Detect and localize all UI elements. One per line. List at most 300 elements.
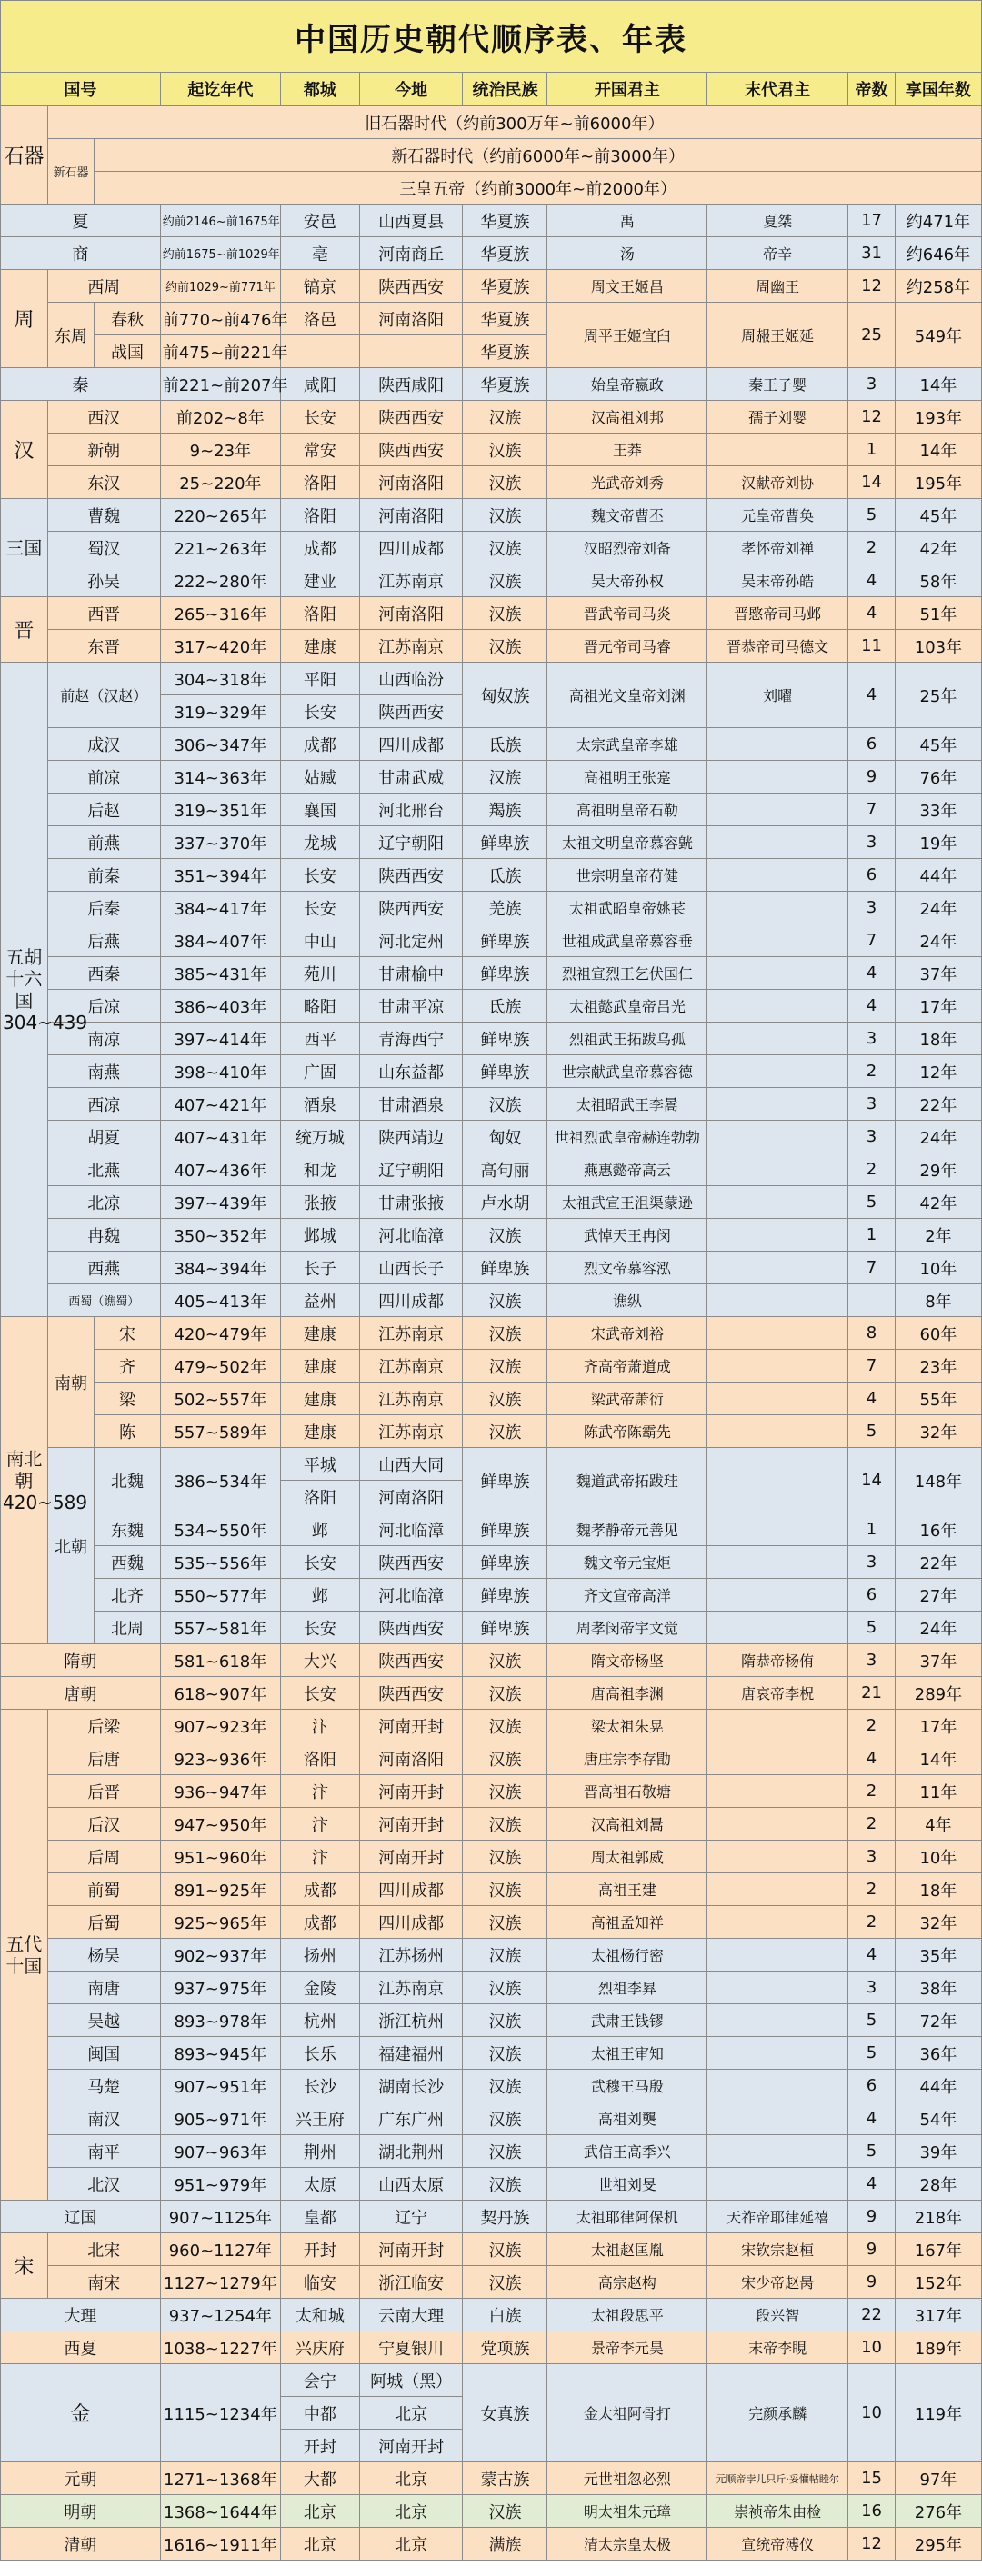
- table-cell: 河南开封: [359, 1710, 463, 1742]
- table-cell: 535~556年: [160, 1546, 280, 1579]
- table-cell: [707, 1023, 848, 1055]
- table-cell: 约前2146~前1675年: [160, 205, 280, 237]
- table-cell: 陕西西安: [359, 695, 463, 728]
- table-cell: 宣统帝溥仪: [707, 2528, 848, 2561]
- table-cell: 匈奴: [463, 1121, 547, 1153]
- table-row: [1, 1350, 982, 1383]
- table-cell: 72年: [895, 2004, 981, 2037]
- dynasty-name: 南唐: [47, 1972, 160, 2004]
- table-cell: [707, 924, 848, 957]
- table-cell: 4: [848, 2102, 896, 2135]
- table-row: [1, 597, 982, 630]
- table-cell: 汉族: [463, 1383, 547, 1415]
- table-cell: 太祖懿武皇帝吕光: [547, 990, 707, 1023]
- table-cell: 32年: [895, 1415, 981, 1448]
- table-row: [1, 205, 982, 237]
- table-cell: 汉族: [463, 564, 547, 597]
- table-row: [1, 2168, 982, 2201]
- table-cell: 407~436年: [160, 1153, 280, 1186]
- table-cell: 江苏南京: [359, 1415, 463, 1448]
- table-cell: 江苏扬州: [359, 1939, 463, 1972]
- table-row: [1, 1153, 982, 1186]
- table-cell: 汉族: [463, 401, 547, 434]
- table-cell: 11: [848, 630, 896, 663]
- table-cell: 10年: [895, 1252, 981, 1284]
- table-cell: 安邑: [281, 205, 360, 237]
- table-row: [1, 1186, 982, 1219]
- table-cell: 河北邢台: [359, 794, 463, 826]
- table-cell: 成都: [281, 1873, 360, 1906]
- table-cell: 甘肃平凉: [359, 990, 463, 1023]
- table-cell: 893~945年: [160, 2037, 280, 2070]
- table-cell: 17: [848, 205, 896, 237]
- table-cell: [707, 1055, 848, 1088]
- table-cell: 周文王姬昌: [547, 270, 707, 303]
- table-cell: 四川成都: [359, 728, 463, 761]
- table-cell: 汉族: [463, 1808, 547, 1841]
- table-row: [1, 663, 982, 695]
- table-cell: 10: [848, 2331, 896, 2364]
- table-row: [1, 826, 982, 859]
- table-cell: 2: [848, 1710, 896, 1742]
- table-cell: 临安: [281, 2266, 360, 2299]
- table-cell: 汉族: [463, 2233, 547, 2266]
- table-cell: 9: [848, 2233, 896, 2266]
- table-cell: 407~431年: [160, 1121, 280, 1153]
- table-row: [1, 2462, 982, 2495]
- table-cell: 9: [848, 761, 896, 794]
- table-cell: 陕西西安: [359, 1612, 463, 1644]
- table-cell: [707, 1546, 848, 1579]
- table-cell: 长沙: [281, 2070, 360, 2102]
- table-cell: 前770~前476年: [160, 303, 280, 335]
- table-cell: 384~407年: [160, 924, 280, 957]
- table-cell: 和龙: [281, 1153, 360, 1186]
- table-cell: 76年: [895, 761, 981, 794]
- table-cell: 满族: [463, 2528, 547, 2561]
- table-cell: 14: [848, 466, 896, 499]
- table-cell: 宋武帝刘裕: [547, 1317, 707, 1350]
- table-cell: 951~979年: [160, 2168, 280, 2201]
- table-cell: 317年: [895, 2299, 981, 2331]
- group-label: 五代十国: [1, 1710, 48, 2201]
- table-cell: 5: [848, 2004, 896, 2037]
- table-cell: 晋高祖石敬塘: [547, 1775, 707, 1808]
- table-cell: [707, 990, 848, 1023]
- table-cell: 420~479年: [160, 1317, 280, 1350]
- table-cell: 咸阳: [281, 368, 360, 401]
- table-cell: 891~925年: [160, 1873, 280, 1906]
- table-cell: 荆州: [281, 2135, 360, 2168]
- table-cell: 119年: [895, 2364, 981, 2462]
- table-cell: 1368~1644年: [160, 2495, 280, 2528]
- table-cell: [707, 2135, 848, 2168]
- table-cell: 汉族: [463, 1873, 547, 1906]
- table-cell: 汉族: [463, 2102, 547, 2135]
- table-row: [1, 1775, 982, 1808]
- table-cell: 1: [848, 434, 896, 466]
- table-cell: 平城: [281, 1448, 360, 1481]
- dynasty-name: 北凉: [47, 1186, 160, 1219]
- table-cell: 山东益都: [359, 1055, 463, 1088]
- table-cell: 17年: [895, 990, 981, 1023]
- table-cell: 3: [848, 1546, 896, 1579]
- table-cell: 319~329年: [160, 695, 280, 728]
- dynasty-name: 西汉: [47, 401, 160, 434]
- table-cell: 907~951年: [160, 2070, 280, 2102]
- dynasty-name: 南凉: [47, 1023, 160, 1055]
- table-cell: [707, 859, 848, 892]
- table-cell: 1127~1279年: [160, 2266, 280, 2299]
- table-row: [1, 957, 982, 990]
- table-cell: 3: [848, 368, 896, 401]
- table-cell: 陕西西安: [359, 1644, 463, 1677]
- table-cell: 蒙古族: [463, 2462, 547, 2495]
- table-cell: 907~1125年: [160, 2201, 280, 2233]
- table-cell: 魏文帝曹丕: [547, 499, 707, 532]
- table-cell: 洛邑: [281, 303, 360, 335]
- table-cell: 222~280年: [160, 564, 280, 597]
- table-cell: 河北临漳: [359, 1579, 463, 1612]
- table-cell: 汉族: [463, 1939, 547, 1972]
- table-cell: [707, 761, 848, 794]
- dynasty-name: 战国: [95, 335, 160, 368]
- table-cell: 10: [848, 2364, 896, 2462]
- table-cell: 西平: [281, 1023, 360, 1055]
- table-cell: 1: [848, 1513, 896, 1546]
- table-cell: 4: [848, 2168, 896, 2201]
- dynasty-name: 西魏: [95, 1546, 160, 1579]
- table-row: [1, 2364, 982, 2397]
- dynasty-name: 前燕: [47, 826, 160, 859]
- table-cell: 前221~前207年: [160, 368, 280, 401]
- table-cell: 河南开封: [359, 1775, 463, 1808]
- table-cell: 汉族: [463, 1710, 547, 1742]
- table-cell: 世祖烈武皇帝赫连勃勃: [547, 1121, 707, 1153]
- table-cell: 山西大同: [359, 1448, 463, 1481]
- dynasty-name: 杨吴: [47, 1939, 160, 1972]
- table-cell: 汉族: [463, 2495, 547, 2528]
- table-cell: [707, 2168, 848, 2201]
- table-cell: 295年: [895, 2528, 981, 2561]
- page-title: 中国历史朝代顺序表、年表: [0, 0, 982, 73]
- table-cell: 孝怀帝刘禅: [707, 532, 848, 564]
- table-row: [1, 237, 982, 270]
- table-cell: 2: [848, 1775, 896, 1808]
- table-cell: 晋元帝司马睿: [547, 630, 707, 663]
- table-cell: 青海西宁: [359, 1023, 463, 1055]
- table-cell: 谯纵: [547, 1284, 707, 1317]
- table-cell: 502~557年: [160, 1383, 280, 1415]
- table-cell: 221~263年: [160, 532, 280, 564]
- table-cell: 960~1127年: [160, 2233, 280, 2266]
- table-row: [1, 106, 982, 139]
- table-cell: 39年: [895, 2135, 981, 2168]
- dynasty-name: 唐朝: [1, 1677, 161, 1710]
- table-cell: 195年: [895, 466, 981, 499]
- table-cell: 齐文宣帝高洋: [547, 1579, 707, 1612]
- table-cell: 亳: [281, 237, 360, 270]
- table-cell: 汉族: [463, 1088, 547, 1121]
- table-cell: [707, 1939, 848, 1972]
- dynasty-name: 西周: [47, 270, 160, 303]
- table-cell: 福建福州: [359, 2037, 463, 2070]
- table-cell: 汴: [281, 1775, 360, 1808]
- table-row: [1, 1055, 982, 1088]
- table-cell: 汉族: [463, 630, 547, 663]
- dynasty-name: 后梁: [47, 1710, 160, 1742]
- table-cell: 高祖明皇帝石勒: [547, 794, 707, 826]
- table-cell: 306~347年: [160, 728, 280, 761]
- table-cell: 河南开封: [359, 2233, 463, 2266]
- table-cell: 建康: [281, 630, 360, 663]
- table-cell: 汴: [281, 1710, 360, 1742]
- table-cell: 8年: [895, 1284, 981, 1317]
- table-cell: 2年: [895, 1219, 981, 1252]
- table-cell: 江苏南京: [359, 1317, 463, 1350]
- dynasty-name: 元朝: [1, 2462, 161, 2495]
- table-cell: 陕西西安: [359, 270, 463, 303]
- table-cell: 14年: [895, 368, 981, 401]
- dynasty-name: 前秦: [47, 859, 160, 892]
- table-cell: 14年: [895, 434, 981, 466]
- table-cell: 建康: [281, 1383, 360, 1415]
- table-cell: 7: [848, 1350, 896, 1383]
- table-cell: 193年: [895, 401, 981, 434]
- table-cell: 汉族: [463, 466, 547, 499]
- table-cell: 28年: [895, 2168, 981, 2201]
- table-cell: 汉族: [463, 2070, 547, 2102]
- table-cell: [707, 434, 848, 466]
- table-cell: 汤: [547, 237, 707, 270]
- table-cell: 5: [848, 499, 896, 532]
- table-row: [1, 990, 982, 1023]
- table-cell: 烈祖武王拓跋乌孤: [547, 1023, 707, 1055]
- table-cell: [707, 1841, 848, 1873]
- table-row: [1, 401, 982, 434]
- group-label: 五胡十六国304~439: [1, 663, 48, 1317]
- table-cell: 3: [848, 892, 896, 924]
- dynasty-name: 南平: [47, 2135, 160, 2168]
- table-cell: 2: [848, 1153, 896, 1186]
- table-cell: 中山: [281, 924, 360, 957]
- table-cell: 崇祯帝朱由检: [707, 2495, 848, 2528]
- table-cell: 魏孝静帝元善见: [547, 1513, 707, 1546]
- dynasty-name: 闽国: [47, 2037, 160, 2070]
- table-cell: 汉族: [463, 1284, 547, 1317]
- table-cell: 24年: [895, 1612, 981, 1644]
- table-cell: 太祖王审知: [547, 2037, 707, 2070]
- table-cell: 建康: [281, 1350, 360, 1383]
- table-cell: 陕西西安: [359, 892, 463, 924]
- table-cell: [707, 1612, 848, 1644]
- table-row: [1, 2201, 982, 2233]
- table-cell: 河北临漳: [359, 1513, 463, 1546]
- table-cell: 44年: [895, 2070, 981, 2102]
- table-cell: 高祖孟知祥: [547, 1906, 707, 1939]
- table-cell: 35年: [895, 1939, 981, 1972]
- table-cell: 54年: [895, 2102, 981, 2135]
- dynasty-name: 北魏: [95, 1448, 160, 1513]
- table-cell: 广固: [281, 1055, 360, 1088]
- table-cell: 吴大帝孙权: [547, 564, 707, 597]
- table-cell: 河南开封: [359, 2430, 463, 2462]
- table-cell: 4: [848, 990, 896, 1023]
- table-cell: 开封: [281, 2233, 360, 2266]
- table-cell: 苑川: [281, 957, 360, 990]
- table-cell: 禹: [547, 205, 707, 237]
- table-cell: 山西太原: [359, 2168, 463, 2201]
- table-cell: 兴庆府: [281, 2331, 360, 2364]
- table-cell: 成都: [281, 532, 360, 564]
- table-cell: 长安: [281, 859, 360, 892]
- dynasty-name: 冉魏: [47, 1219, 160, 1252]
- table-cell: 山西临汾: [359, 663, 463, 695]
- table-row: [1, 859, 982, 892]
- table-cell: 152年: [895, 2266, 981, 2299]
- table-cell: 9: [848, 2266, 896, 2299]
- table-cell: 天祚帝耶律延禧: [707, 2201, 848, 2233]
- table-cell: 约646年: [895, 237, 981, 270]
- dynasty-name: 商: [1, 237, 161, 270]
- table-cell: 邺城: [281, 1219, 360, 1252]
- table-cell: 高祖王建: [547, 1873, 707, 1906]
- table-cell: 洛阳: [281, 1481, 360, 1513]
- sub-label: 北朝: [47, 1448, 95, 1644]
- table-cell: 18年: [895, 1023, 981, 1055]
- table-cell: 河南洛阳: [359, 1742, 463, 1775]
- table-cell: 218年: [895, 2201, 981, 2233]
- table-cell: 浙江杭州: [359, 2004, 463, 2037]
- table-cell: 44年: [895, 859, 981, 892]
- table-cell: 太祖昭武王李暠: [547, 1088, 707, 1121]
- table-cell: 周平王姬宜臼: [547, 303, 707, 368]
- table-row: [1, 794, 982, 826]
- table-row: [1, 1808, 982, 1841]
- table-cell: 新石器时代（约前6000年~前3000年）: [95, 139, 982, 172]
- table-cell: 6: [848, 2070, 896, 2102]
- table-cell: [707, 1219, 848, 1252]
- dynasty-name: 蜀汉: [47, 532, 160, 564]
- dynasty-name: 西燕: [47, 1252, 160, 1284]
- table-cell: 9: [848, 2201, 896, 2233]
- table-cell: 384~417年: [160, 892, 280, 924]
- dynasty-name: 西蜀（谯蜀）: [47, 1284, 160, 1317]
- table-cell: 汉献帝刘协: [707, 466, 848, 499]
- table-row: [1, 1088, 982, 1121]
- table-cell: 辽宁朝阳: [359, 826, 463, 859]
- col-header: 起讫年代: [160, 73, 280, 106]
- table-cell: 37年: [895, 1644, 981, 1677]
- group-label: 晋: [1, 597, 48, 663]
- table-cell: 大兴: [281, 1644, 360, 1677]
- dynasty-name: 西夏: [1, 2331, 161, 2364]
- table-cell: 936~947年: [160, 1775, 280, 1808]
- table-cell: 扬州: [281, 1939, 360, 1972]
- dynasty-name: 后赵: [47, 794, 160, 826]
- table-cell: 45年: [895, 499, 981, 532]
- dynasty-name: 成汉: [47, 728, 160, 761]
- table-row: [1, 2266, 982, 2299]
- dynasty-name: 大理: [1, 2299, 161, 2331]
- table-cell: 103年: [895, 630, 981, 663]
- table-cell: 925~965年: [160, 1906, 280, 1939]
- table-cell: 1616~1911年: [160, 2528, 280, 2561]
- table-cell: [707, 1579, 848, 1612]
- table-cell: 长安: [281, 1677, 360, 1710]
- table-cell: 高祖光文皇帝刘渊: [547, 663, 707, 728]
- table-cell: 5: [848, 2135, 896, 2168]
- table-cell: 386~534年: [160, 1448, 280, 1513]
- table-cell: [707, 2070, 848, 2102]
- table-cell: 建业: [281, 564, 360, 597]
- table-cell: 鲜卑族: [463, 1055, 547, 1088]
- table-cell: 河南洛阳: [359, 499, 463, 532]
- table-cell: 清太宗皇太极: [547, 2528, 707, 2561]
- table-cell: 鲜卑族: [463, 924, 547, 957]
- table-row: [1, 2495, 982, 2528]
- table-cell: 河南商丘: [359, 237, 463, 270]
- table-cell: [707, 1383, 848, 1415]
- table-cell: 23年: [895, 1350, 981, 1383]
- table-cell: [707, 957, 848, 990]
- table-cell: 长乐: [281, 2037, 360, 2070]
- sub-label: 新石器: [47, 139, 95, 205]
- table-cell: 魏文帝元宝炬: [547, 1546, 707, 1579]
- table-cell: 1271~1368年: [160, 2462, 280, 2495]
- table-cell: 893~978年: [160, 2004, 280, 2037]
- table-cell: 618~907年: [160, 1677, 280, 1710]
- table-row: [1, 1710, 982, 1742]
- table-row: [1, 1023, 982, 1055]
- table-cell: 384~394年: [160, 1252, 280, 1284]
- dynasty-name: 西秦: [47, 957, 160, 990]
- col-header: 国号: [1, 73, 161, 106]
- table-cell: 江苏南京: [359, 630, 463, 663]
- table-cell: 58年: [895, 564, 981, 597]
- table-row: [1, 1219, 982, 1252]
- table-cell: 匈奴族: [463, 663, 547, 728]
- table-cell: 4: [848, 663, 896, 728]
- table-cell: 479~502年: [160, 1350, 280, 1383]
- table-cell: 始皇帝嬴政: [547, 368, 707, 401]
- table-row: [1, 761, 982, 794]
- table-cell: 19年: [895, 826, 981, 859]
- table-cell: 秦王子婴: [707, 368, 848, 401]
- table-cell: 甘肃榆中: [359, 957, 463, 990]
- table-cell: 末帝李睍: [707, 2331, 848, 2364]
- table-row: [1, 1252, 982, 1284]
- table-cell: 24年: [895, 1121, 981, 1153]
- table-cell: 江苏南京: [359, 564, 463, 597]
- table-cell: 宋少帝赵昺: [707, 2266, 848, 2299]
- table-cell: 建康: [281, 1415, 360, 1448]
- table-cell: 会宁: [281, 2364, 360, 2397]
- table-cell: 汉族: [463, 1775, 547, 1808]
- table-row: [1, 1841, 982, 1873]
- header-row: [1, 73, 982, 106]
- table-cell: 河南洛阳: [359, 466, 463, 499]
- table-cell: 河南开封: [359, 1808, 463, 1841]
- dynasty-name: 前蜀: [47, 1873, 160, 1906]
- table-cell: [707, 2102, 848, 2135]
- table-cell: 羯族: [463, 794, 547, 826]
- table-cell: 常安: [281, 434, 360, 466]
- table-cell: 太祖武昭皇帝姚苌: [547, 892, 707, 924]
- table-row: [1, 2299, 982, 2331]
- table-cell: 长安: [281, 695, 360, 728]
- dynasty-name: 金: [1, 2364, 161, 2462]
